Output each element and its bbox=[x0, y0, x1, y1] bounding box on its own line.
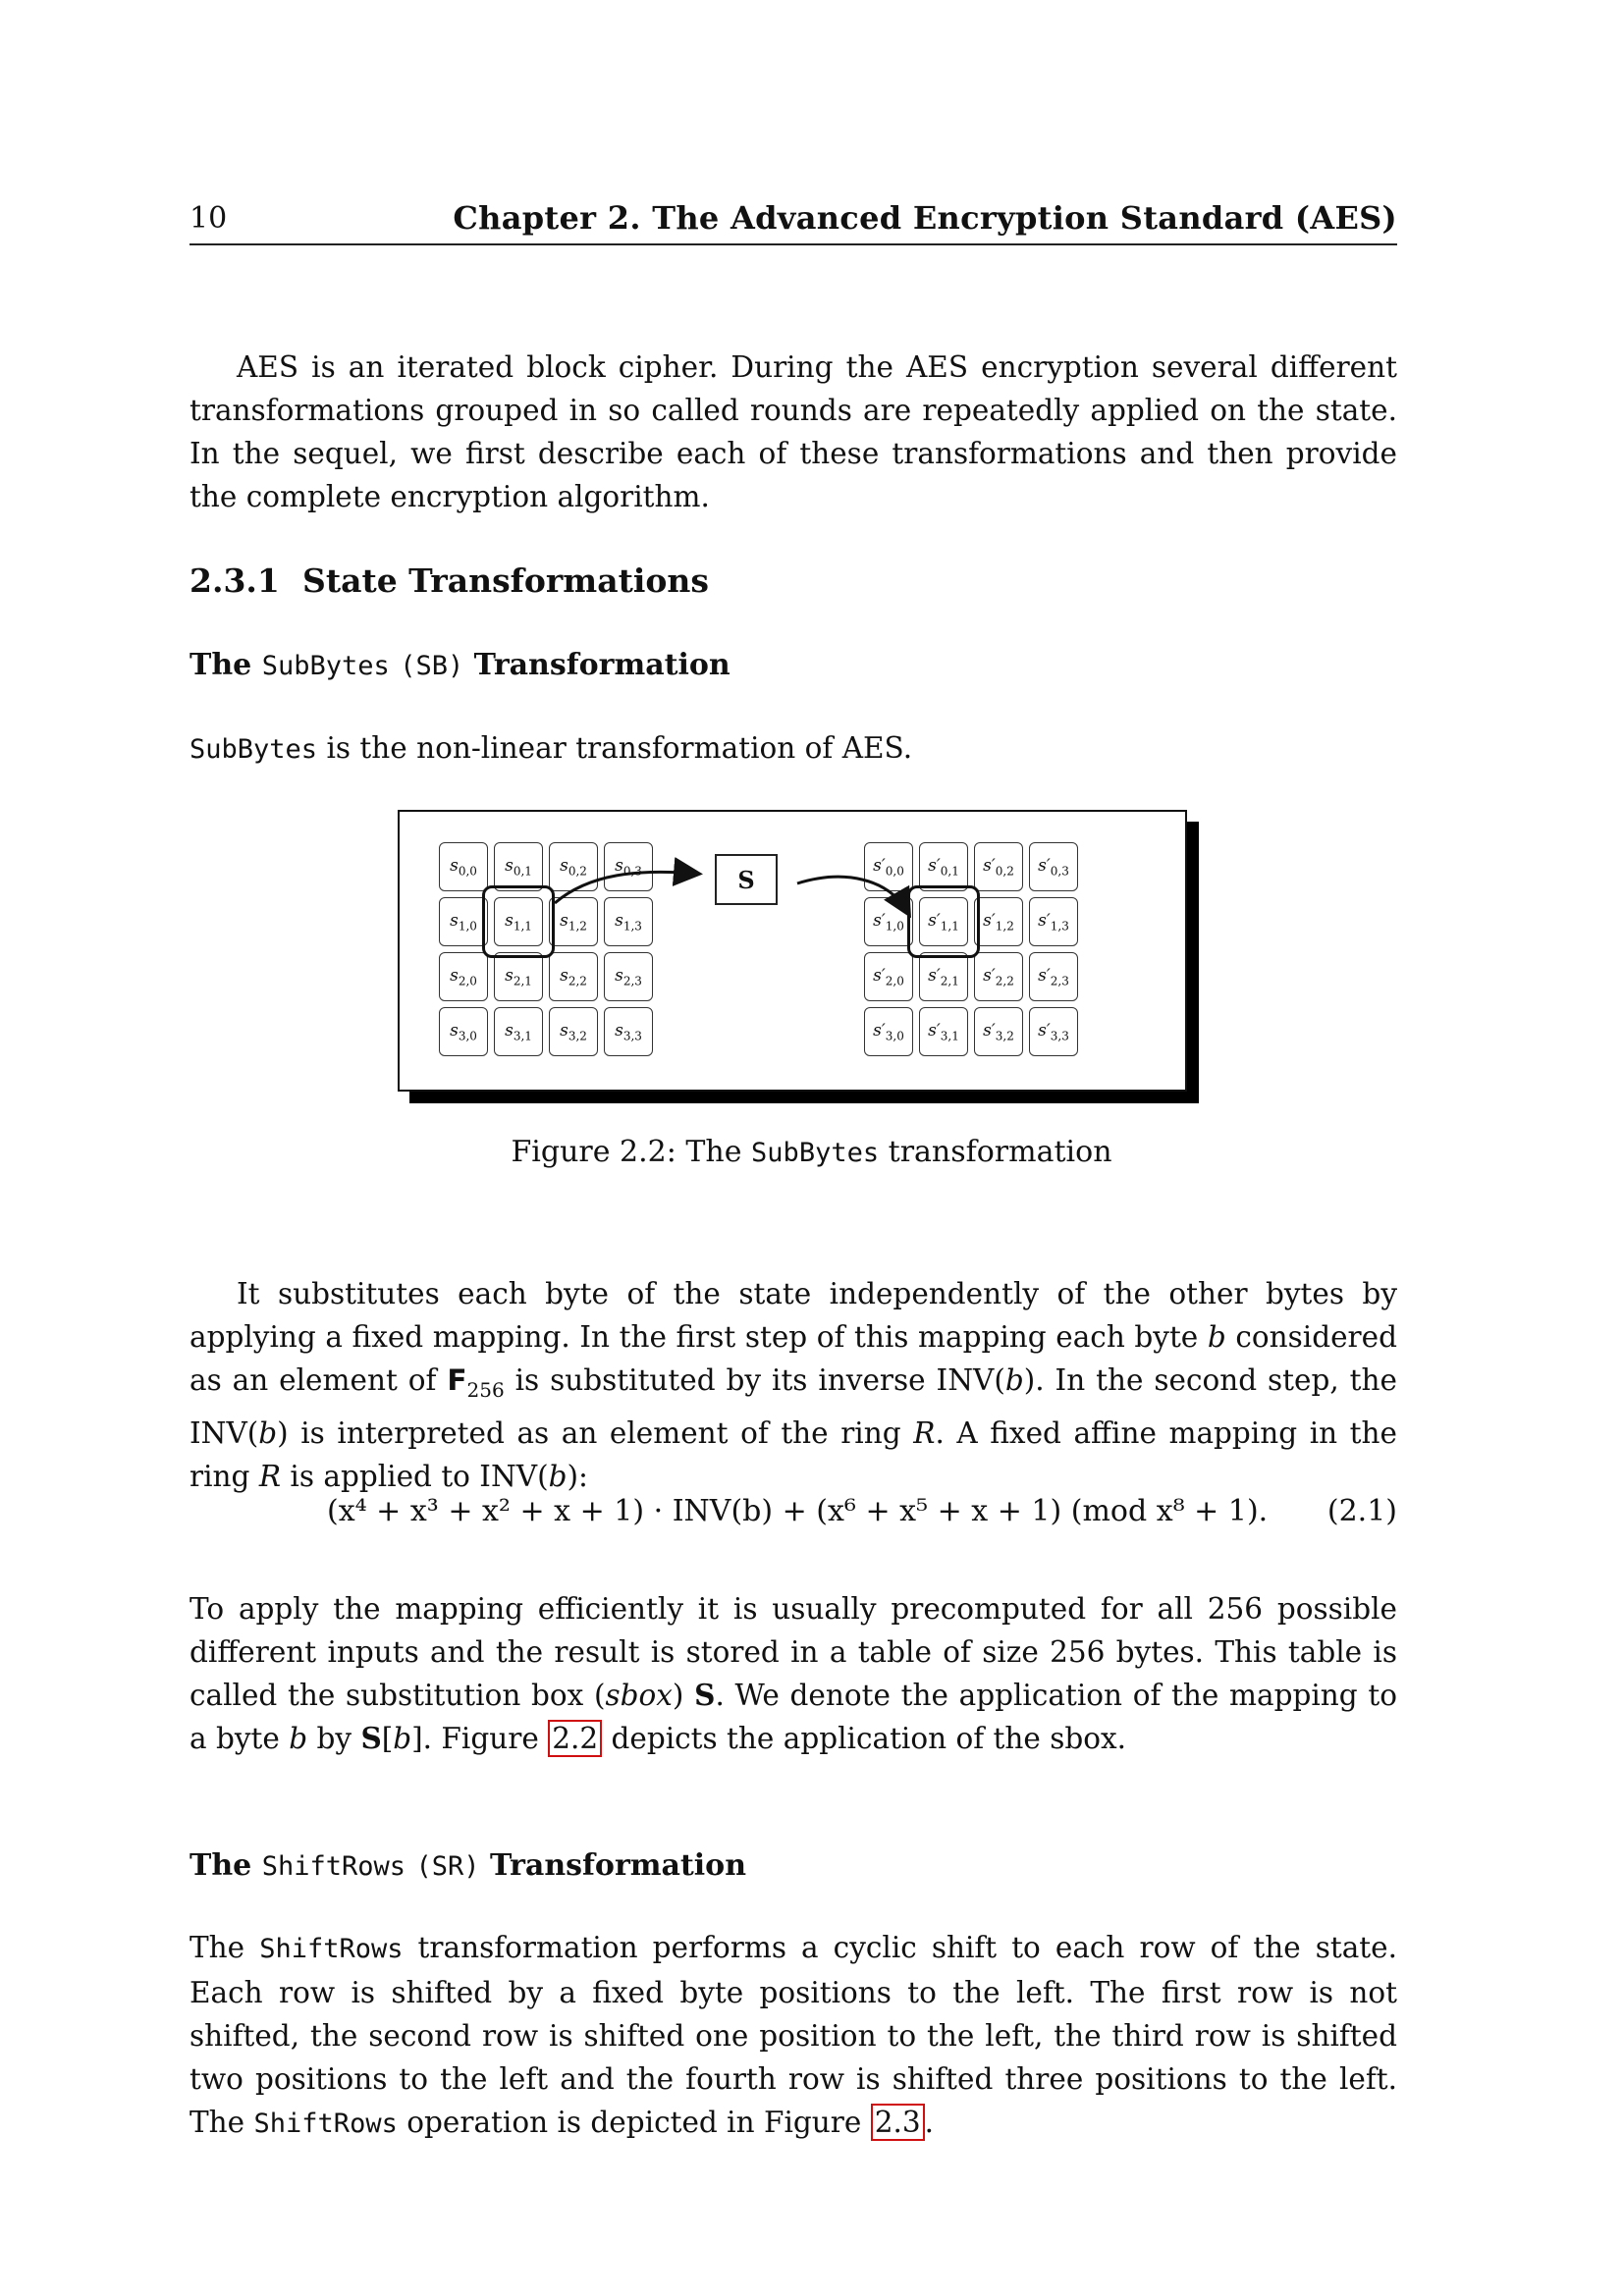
output-state-cell: $s'_{2,0}$ bbox=[864, 952, 913, 1001]
text-segment: ): bbox=[567, 1459, 588, 1493]
section-number: 2.3.1 bbox=[189, 561, 280, 600]
var-b: b bbox=[1004, 1363, 1024, 1397]
sbox-term: sbox bbox=[605, 1679, 673, 1712]
output-state-cell: $s'_{0,0}$ bbox=[864, 842, 913, 891]
output-state-cell: $s'_{3,3}$ bbox=[1029, 1007, 1078, 1056]
heading-code: ShiftRows bbox=[261, 1851, 406, 1882]
arrow-from-sbox bbox=[797, 877, 908, 913]
shiftrows-heading bbox=[189, 1848, 746, 1883]
input-state-cell: $s_{0,1}$ bbox=[494, 842, 543, 891]
output-state-cell: $s'_{3,1}$ bbox=[919, 1007, 968, 1056]
output-state-cell: $s'_{1,2}$ bbox=[974, 897, 1023, 946]
input-state-cell: $s_{0,0}$ bbox=[439, 842, 488, 891]
text-segment: ]. Figure bbox=[411, 1722, 539, 1755]
heading-prefix: The bbox=[189, 1848, 252, 1883]
text-segment: . bbox=[924, 2106, 935, 2139]
output-state-cell: $s'_{0,3}$ bbox=[1029, 842, 1078, 891]
heading-abbr: (SB) bbox=[400, 651, 464, 681]
output-state-cell: $s'_{3,2}$ bbox=[974, 1007, 1023, 1056]
var-b: b bbox=[1207, 1320, 1226, 1354]
input-state-cell: $s_{0,2}$ bbox=[549, 842, 598, 891]
input-state-cell: $s_{3,2}$ bbox=[549, 1007, 598, 1056]
text-segment: ). In the second step, the INV( bbox=[189, 1363, 1397, 1450]
sbox-paragraph bbox=[189, 1587, 1397, 1760]
sbox-symbol: S bbox=[694, 1678, 716, 1712]
input-state-cell: $s_{2,0}$ bbox=[439, 952, 488, 1001]
text-segment: . We denote the application of the mapping to a byte bbox=[189, 1679, 1397, 1755]
var-b: b bbox=[289, 1722, 308, 1755]
field-subscript: 256 bbox=[466, 1377, 505, 1402]
text-segment: [ bbox=[381, 1722, 394, 1755]
output-state-cell: $s'_{1,1}$ bbox=[919, 897, 968, 946]
shiftrows-paragraph bbox=[189, 1926, 1397, 2146]
input-state-cell: $s_{0,3}$ bbox=[604, 842, 653, 891]
figure-caption bbox=[0, 1135, 1623, 1169]
output-state-cell: $s'_{2,1}$ bbox=[919, 952, 968, 1001]
ring-symbol: R bbox=[258, 1459, 282, 1493]
caption-code: SubBytes bbox=[751, 1138, 880, 1168]
heading-suffix: Transformation bbox=[473, 648, 730, 682]
input-state-cell: $s_{3,0}$ bbox=[439, 1007, 488, 1056]
page-number: 10 bbox=[189, 201, 228, 236]
output-state-cell: $s'_{2,2}$ bbox=[974, 952, 1023, 1001]
arrow-to-sbox bbox=[555, 872, 697, 903]
output-state-cell: $s'_{0,1}$ bbox=[919, 842, 968, 891]
heading-code: SubBytes bbox=[261, 651, 390, 681]
shiftrows-code: ShiftRows bbox=[253, 2109, 398, 2139]
input-state-cell: $s_{2,2}$ bbox=[549, 952, 598, 1001]
text-segment: It substitutes each byte of the state independently of the other bytes by applying a fixed mapping. In the first step of this mapping each byte bbox=[189, 1277, 1397, 1354]
running-header: Chapter 2. The Advanced Encryption Standard (AES) bbox=[453, 199, 1397, 237]
input-state-cell: $s_{3,1}$ bbox=[494, 1007, 543, 1056]
text-segment: ) is interpreted as an element of the ring bbox=[277, 1415, 901, 1450]
caption-prefix: Figure 2.2: The bbox=[511, 1135, 742, 1169]
input-state-cell: $s_{2,3}$ bbox=[604, 952, 653, 1001]
output-state-cell: $s'_{1,3}$ bbox=[1029, 897, 1078, 946]
text-segment: operation is depicted in Figure bbox=[406, 2106, 862, 2139]
input-state-cell: $s_{1,0}$ bbox=[439, 897, 488, 946]
equation-number: (2.1) bbox=[1326, 1494, 1397, 1528]
sbox-symbol: S bbox=[360, 1721, 382, 1755]
figure-2-2-link[interactable]: 2.2 bbox=[548, 1720, 602, 1757]
text-segment: The bbox=[189, 1931, 245, 1964]
caption-suffix: transformation bbox=[888, 1135, 1112, 1169]
input-state-cell: $s_{1,2}$ bbox=[549, 897, 598, 946]
input-state-cell: $s_{2,1}$ bbox=[494, 952, 543, 1001]
shiftrows-code: ShiftRows bbox=[259, 1934, 404, 1964]
sbox-box: S bbox=[715, 854, 778, 905]
text-segment: considered as an element of bbox=[189, 1320, 1397, 1397]
text-segment: ) bbox=[672, 1679, 684, 1712]
text-segment: . A fixed affine mapping in the ring bbox=[189, 1415, 1397, 1493]
field-symbol: F bbox=[447, 1363, 467, 1397]
output-state-cell: $s'_{0,2}$ bbox=[974, 842, 1023, 891]
intro-text: AES is an iterated block cipher. During the AES encryption several different transformations grouped in so called rounds are repeatedly applied on the state. In the sequel, we first describe each of these transformations and then provide the complete encryption algorithm. bbox=[189, 350, 1397, 513]
substitution-paragraph bbox=[189, 1272, 1397, 1498]
output-state-cell: $s'_{1,0}$ bbox=[864, 897, 913, 946]
subbytes-code: SubBytes bbox=[189, 734, 318, 765]
text-segment: is applied to INV( bbox=[290, 1459, 549, 1493]
heading-prefix: The bbox=[189, 648, 252, 682]
text-segment: transformation performs a cyclic shift to each row of the state. Each row is shifted by a fixed byte positions to the left. The first row is not shifted, the second row is shifted one position to the left, the third row is shifted two positions to the left and the fourth row is shifted three positions to the left. The bbox=[189, 1931, 1397, 2139]
heading-suffix: Transformation bbox=[489, 1848, 747, 1883]
text-segment: To apply the mapping efficiently it is usually precomputed for all 256 possible different inputs and the result is stored in a table of size 256 bytes. This table is called the substitution box ( bbox=[189, 1592, 1397, 1712]
var-b: b bbox=[258, 1415, 278, 1450]
output-state-cell: $s'_{3,0}$ bbox=[864, 1007, 913, 1056]
equation: (x⁴ + x³ + x² + x + 1) · INV(b) + (x⁶ + x⁵ + x + 1) (mod x⁸ + 1). bbox=[327, 1494, 1269, 1528]
section-title: State Transformations bbox=[302, 561, 709, 600]
ring-symbol: R bbox=[913, 1415, 936, 1450]
text-segment: depicts the application of the sbox. bbox=[611, 1722, 1127, 1755]
input-state-cell: $s_{1,1}$ bbox=[494, 897, 543, 946]
heading-abbr: (SR) bbox=[415, 1851, 480, 1882]
output-state-cell: $s'_{2,3}$ bbox=[1029, 952, 1078, 1001]
text-segment: is substituted by its inverse INV( bbox=[514, 1363, 1005, 1397]
text-segment: by bbox=[316, 1722, 352, 1755]
subbytes-intro-text: is the non-linear transformation of AES. bbox=[326, 731, 913, 765]
input-state-cell: $s_{3,3}$ bbox=[604, 1007, 653, 1056]
var-b: b bbox=[393, 1722, 412, 1755]
figure-2-3-link[interactable]: 2.3 bbox=[871, 2104, 925, 2141]
input-state-cell: $s_{1,3}$ bbox=[604, 897, 653, 946]
var-b: b bbox=[548, 1459, 568, 1493]
